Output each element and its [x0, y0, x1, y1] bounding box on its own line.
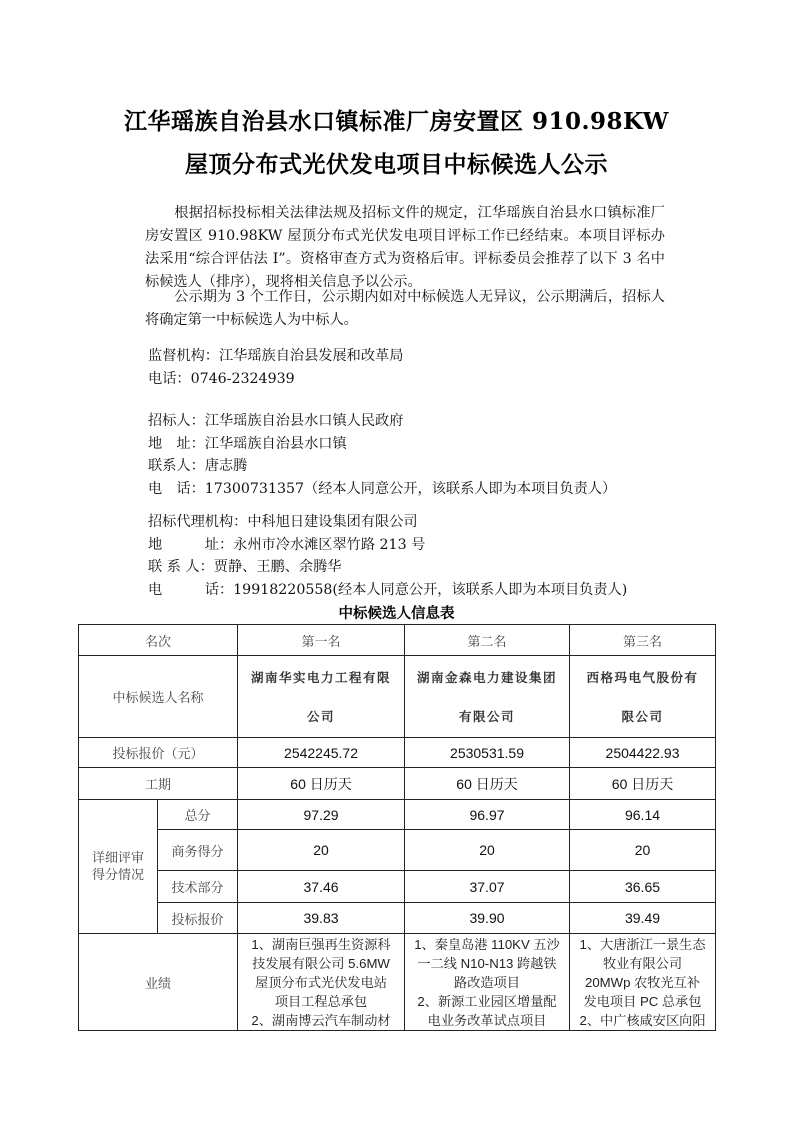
tenderer-address-value: 江华瑶族自治县水口镇: [204, 435, 347, 452]
candidate-name-cell: [238, 656, 405, 738]
score-label: 商务得分: [158, 830, 238, 871]
intro-paragraph-text: 根据招标投标相关法律法规及招标文件的规定，江华瑶族自治县水口镇标准厂房安置区 910.98KW 屋顶分布式光伏发电项目评标工作已经结束。本项目评标办法采用“综合评估法 I”。资格审查方式为资格后审。评标委员会推荐了以下 3 名中标候选人（排序），现将相关信息予以公示。: [145, 205, 665, 290]
candidate-info-table: [78, 624, 716, 1031]
rank-first: 第一名: [238, 625, 405, 656]
tenderer-phone-line: [148, 478, 616, 501]
performance-line: 发电项目 PC 总承包: [583, 994, 702, 1009]
performance-cell: [405, 934, 570, 1031]
score-value: 39.90: [405, 903, 570, 934]
rank-label: 名次: [79, 625, 238, 656]
agency-name-value: 中科旭日建设集团有限公司: [247, 514, 418, 530]
score-row-bid: [79, 903, 716, 934]
candidate-name-cell: [405, 656, 570, 738]
supervisor-org-value: 江华瑶族自治县发展和改革局: [218, 348, 404, 364]
supervisor-phone-line: [148, 368, 403, 391]
tenderer-block: [148, 410, 616, 500]
score-row-technical: [79, 871, 716, 903]
period-label: 工期: [79, 768, 238, 800]
rank-second: 第二名: [405, 625, 570, 656]
score-value: 20: [238, 830, 405, 871]
agency-name-label: 招标代理机构：: [148, 514, 248, 530]
score-value: 20: [570, 830, 716, 871]
score-group-label: [79, 800, 158, 934]
agency-name-line: [148, 511, 627, 534]
bid-price-row: [79, 738, 716, 768]
performance-line: 技发展有限公司 5.6MW: [252, 956, 390, 971]
agency-address-value: 永州市冷水滩区翠竹路 213 号: [233, 536, 426, 553]
score-value: 36.65: [570, 871, 716, 903]
supervisor-org-label: 监督机构：: [148, 348, 219, 364]
score-value: 39.49: [570, 903, 716, 934]
intro-paragraph: [145, 202, 665, 294]
candidate-name-row: [79, 656, 716, 738]
candidate-name-label: 中标候选人名称: [79, 656, 238, 738]
agency-phone-value: 19918220558(经本人同意公开，该联系人即为本项目负责人): [233, 581, 628, 598]
candidate-name-line: 限公司: [621, 708, 664, 724]
performance-line: 2、中广核咸安区向阳: [579, 1013, 706, 1028]
tenderer-name-value: 江华瑶族自治县水口镇人民政府: [204, 413, 404, 429]
score-value: 97.29: [238, 800, 405, 830]
performance-line: 2、湖南博云汽车制动材: [251, 1013, 391, 1028]
agency-phone-label: 电 话：: [148, 581, 234, 598]
performance-line: 项目工程总承包: [274, 994, 368, 1009]
score-label: 投标报价: [158, 903, 238, 934]
score-label: 总分: [158, 800, 238, 830]
document-title-line1: 江华瑶族自治县水口镇标准厂房安置区 910.98KW: [123, 108, 670, 135]
score-value: 96.14: [570, 800, 716, 830]
bid-price-value: 2504422.93: [570, 738, 716, 768]
tenderer-contact-line: [148, 455, 616, 478]
tenderer-phone-value: 17300731357（经本人同意公开，该联系人即为本项目负责人）: [204, 480, 617, 497]
performance-line: 电业务改革试点项目: [427, 1013, 547, 1028]
period-value: 60 日历天: [238, 768, 405, 800]
performance-row: [79, 934, 716, 1031]
performance-line: 屋顶分布式光伏发电站: [255, 975, 387, 990]
bid-price-label: 投标报价（元）: [79, 738, 238, 768]
period-value: 60 日历天: [570, 768, 716, 800]
performance-cell: [570, 934, 716, 1031]
score-group-label-line: 详细评审: [91, 850, 144, 866]
candidate-name-cell: [570, 656, 716, 738]
publicity-paragraph: [145, 286, 665, 332]
score-value: 37.07: [405, 871, 570, 903]
rank-third: 第三名: [570, 625, 716, 656]
score-value: 37.46: [238, 871, 405, 903]
table-header-row: [79, 625, 716, 656]
performance-line: 牧业有限公司: [602, 956, 683, 971]
candidate-name-line: 湖南金森电力建设集团: [417, 669, 558, 685]
performance-line: 1、湖南巨强再生资源科: [251, 937, 391, 952]
tenderer-contact-value: 唐志腾: [204, 458, 248, 474]
tenderer-name-label: 招标人：: [148, 413, 205, 429]
candidate-name-line: 公司: [307, 708, 336, 724]
performance-line: 1、大唐浙江一景生态: [579, 937, 706, 952]
bid-price-value: 2542245.72: [238, 738, 405, 768]
performance-cell: [238, 934, 405, 1031]
performance-line: 20MWp 农牧光互补: [584, 975, 701, 990]
score-row-total: [79, 800, 716, 830]
performance-label: 业绩: [79, 934, 238, 1031]
agency-block: [148, 511, 627, 601]
table-title: 中标候选人信息表: [338, 606, 455, 622]
agency-contact-label: 联 系 人：: [148, 559, 214, 575]
score-label: 技术部分: [158, 871, 238, 903]
bid-price-value: 2530531.59: [405, 738, 570, 768]
agency-contact-value: 贾静、王鹏、余腾华: [213, 559, 342, 575]
candidate-name-line: 西格玛电气股份有: [586, 669, 699, 685]
performance-line: 2、新源工业园区增量配: [417, 994, 557, 1009]
supervisor-org-line: [148, 345, 403, 368]
candidate-name-line: 湖南华实电力工程有限: [251, 669, 392, 685]
tenderer-phone-label: 电 话：: [148, 480, 205, 497]
tenderer-name-line: [148, 410, 616, 433]
performance-line: 1、秦皇岛港 110KV 五沙: [414, 937, 560, 952]
supervisor-phone-value: 0746-2324939: [190, 370, 295, 387]
tenderer-address-label: 地 址：: [148, 435, 205, 452]
score-row-business: [79, 830, 716, 871]
tenderer-contact-label: 联系人：: [148, 458, 205, 474]
supervisor-phone-label: 电话：: [148, 370, 191, 387]
period-value: 60 日历天: [405, 768, 570, 800]
agency-address-label: 地 址：: [148, 536, 234, 553]
agency-contact-line: [148, 556, 627, 579]
agency-phone-line: [148, 579, 627, 602]
score-group-label-line: 得分情况: [91, 867, 144, 883]
document-title-line2: 屋顶分布式光伏发电项目中标候选人公示: [185, 151, 608, 178]
publicity-paragraph-text: 公示期为 3 个工作日，公示期内如对中标候选人无异议，公示期满后，招标人将确定第一中标候选人为中标人。: [145, 289, 665, 328]
score-value: 20: [405, 830, 570, 871]
performance-line: 路改造项目: [454, 975, 520, 990]
performance-line: 一二线 N10-N13 跨越铁: [417, 956, 557, 971]
period-row: [79, 768, 716, 800]
candidate-name-line: 有限公司: [459, 708, 516, 724]
score-value: 96.97: [405, 800, 570, 830]
tenderer-address-line: [148, 433, 616, 456]
supervisor-block: [148, 345, 403, 390]
score-value: 39.83: [238, 903, 405, 934]
agency-address-line: [148, 534, 627, 557]
